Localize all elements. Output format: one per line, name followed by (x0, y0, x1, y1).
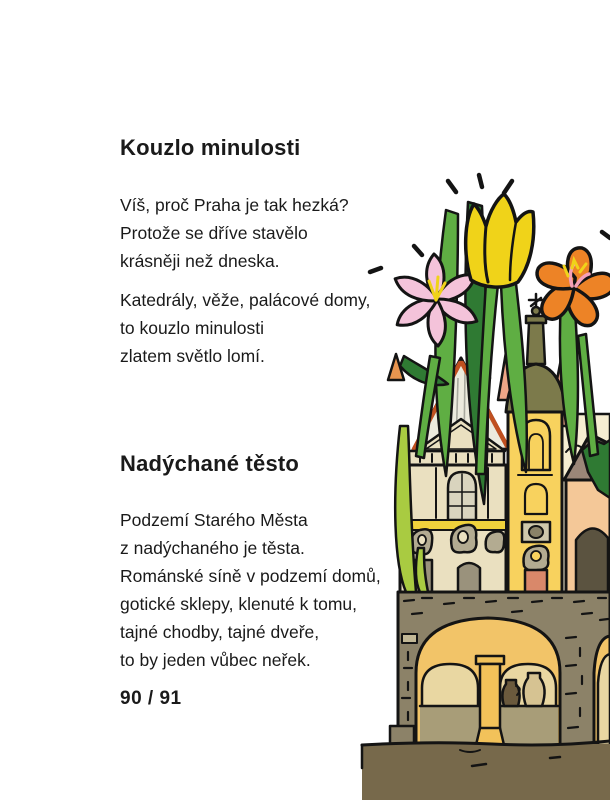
poem-line: Protože se dříve stavělo (120, 223, 308, 243)
poem-stanza (120, 191, 349, 275)
jug (502, 680, 519, 706)
poem-title-nadychane-testo: Nadýchané těsto (120, 451, 300, 476)
poem-line: Katedrály, věže, palácové domy, (120, 290, 371, 310)
poem-line: Románské síně v podzemí domů, (120, 566, 381, 586)
tulip-flower (466, 194, 534, 287)
cellar-wall (390, 592, 610, 745)
stone-ornament (486, 531, 505, 552)
flowers (391, 194, 610, 346)
poem-line: tajné chodby, tajné dveře, (120, 622, 320, 642)
poem-line: gotické sklepy, klenuté k tomu, (120, 594, 358, 614)
prague-illustration (352, 168, 610, 800)
poem-line: Víš, proč Praha je tak hezká? (120, 195, 349, 215)
poem-line: to kouzlo minulosti (120, 318, 264, 338)
tower-door (525, 570, 547, 592)
poem-line: zlatem světlo lomí. (120, 346, 265, 366)
poem-line: Podzemí Starého Města (120, 510, 308, 530)
poem-line: z nadýchaného je těsta. (120, 538, 305, 558)
poem-stanza (120, 506, 381, 674)
poem-title-kouzlo-minulosti: Kouzlo minulosti (120, 135, 301, 160)
jug (523, 673, 544, 706)
poem-line: krásněji než dneska. (120, 251, 280, 271)
page-number: 90 / 91 (120, 688, 182, 709)
ground (362, 741, 610, 800)
poem-line: to by jeden vůbec neřek. (120, 650, 311, 670)
church-portal (458, 563, 480, 592)
poem-stanza (120, 286, 370, 370)
gateway-arch (576, 528, 608, 592)
